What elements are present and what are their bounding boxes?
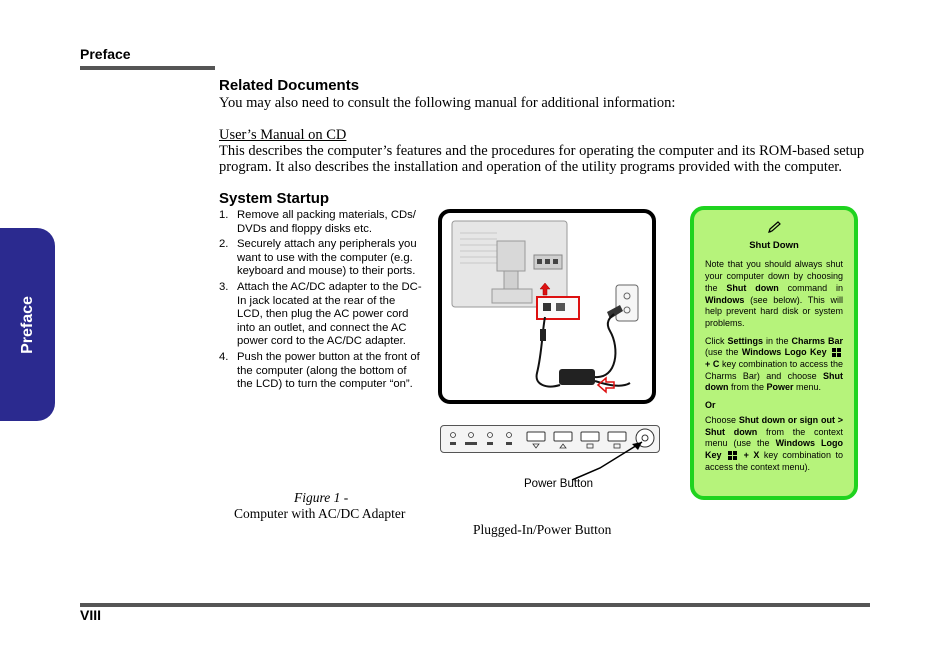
side-tab-label: Preface [18,295,36,354]
system-startup-heading: System Startup [219,190,330,207]
list-item [219,351,424,392]
indicator-led-icon [451,433,456,438]
step-number: 1. [219,209,229,221]
note-paragraph: Click Settings in the Charms Bar (use the Windows Logo Key + C key combination to access the Charms Bar) and choose Shut down from the Power menu. [705,335,843,393]
figure-label: Figure 1 - [294,490,349,505]
windows-logo-icon [832,348,841,357]
list-item [219,238,424,279]
chapter-side-tab [0,228,55,421]
step-text: Push the power button at the front of the computer (along the bottom of the LCD) to turn the computer “on”. [237,350,420,391]
related-intro-text: You may also need to consult the following manual for additional information: [219,95,676,111]
shut-down-note-box [690,206,858,500]
indicator-led-icon [488,433,493,438]
panel-button-down [527,432,545,441]
step-number: 3. [219,280,229,293]
indicator-led-icon [469,433,474,438]
computer-rear-drawing [442,213,652,400]
step-text: Attach the AC/DC adapter to the DC-In jack located at the rear of the LCD, then plug the AC power cord into an outlet, and connect the AC power cord to the AC/DC adapter. [237,280,422,348]
page-header-label: Preface [80,46,131,62]
windows-logo-icon [728,451,737,460]
computer-adapter-illustration [438,209,656,404]
note-title: Shut Down [749,239,799,251]
step-number: 2. [219,238,229,251]
note-paragraph: Note that you should always shut your computer down by choosing the Shut down command in Windows (see below). This will help prevent hard disk or system problems. [705,259,843,328]
startup-steps-list [219,209,424,394]
related-documents-heading: Related Documents [219,77,360,94]
list-item [219,281,424,349]
power-button-label: Power Button [524,478,594,490]
manual-title: User’s Manual on CD [219,127,347,143]
figure-caption: Computer with AC/DC Adapter [234,506,406,521]
step-text: Remove all packing materials, CDs/ DVDs and floppy disks etc. [237,209,416,235]
note-or: Or [705,400,716,411]
footer-rule [80,603,870,607]
power-button-leader-line [560,430,650,482]
indicator-led-icon [507,433,512,438]
note-paragraph: Choose Shut down or sign out > Shut down from the context menu (use the Windows Logo Key + X key combination to access the context menu). [705,414,843,472]
manual-description: This describes the computer’s features and the procedures for operating the computer and its ROM-based setup program. It also describes the installation and operation of the utility programs provided with the computer. [219,143,865,175]
figure-caption-secondary: Plugged-In/Power Button [473,522,612,537]
header-rule [80,66,215,70]
step-text: Securely attach any peripherals you want to use with the computer (e.g. keyboard and mouse) to their ports. [237,238,417,278]
list-item [219,209,424,236]
step-number: 4. [219,350,229,363]
page-number: VIII [80,607,102,623]
pencil-icon [705,220,843,238]
